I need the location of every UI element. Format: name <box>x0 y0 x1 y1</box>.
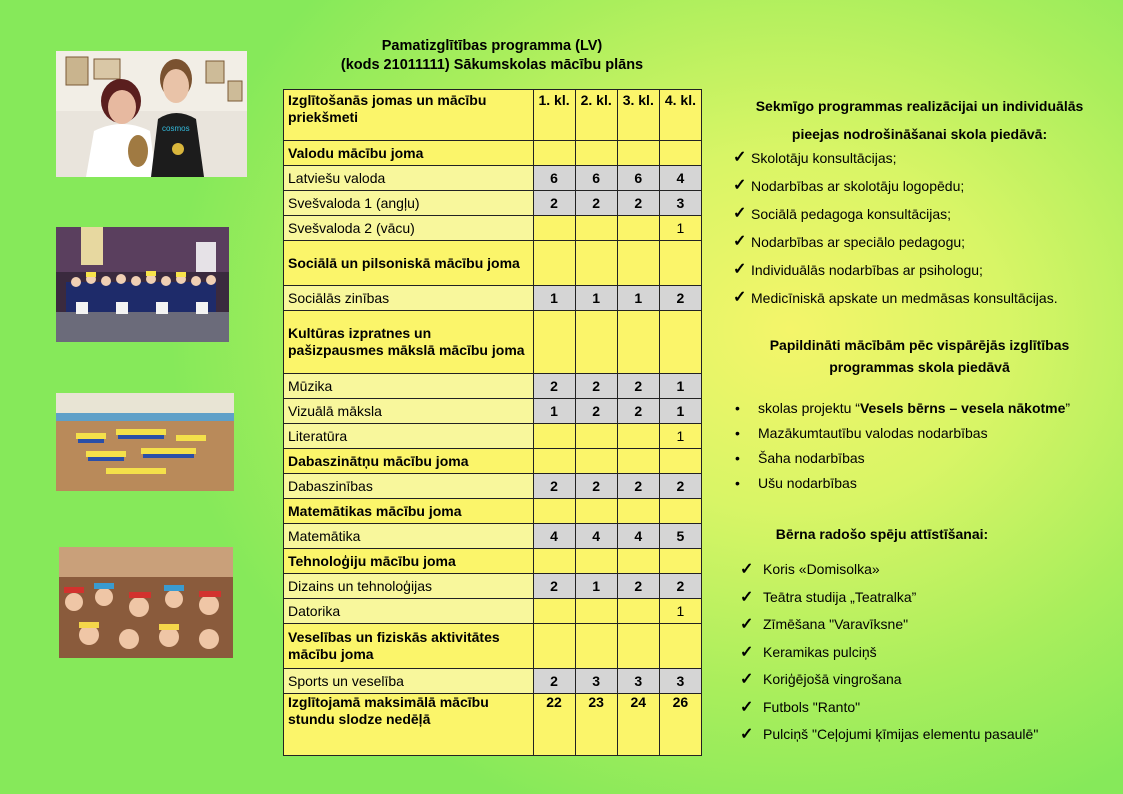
check-icon: ✓ <box>740 561 754 578</box>
area-row <box>284 449 702 474</box>
subject-label: Dizains un tehnoloģijas <box>284 574 534 599</box>
svg-text:cosmos: cosmos <box>162 124 190 133</box>
area-label: Kultūras izpratnes un pašizpausmes mākslā mācību joma <box>284 311 534 374</box>
hours-cell-grade-2 <box>575 424 617 449</box>
list-item-text: Ušu nodarbības <box>758 475 857 491</box>
list-item <box>733 471 1070 496</box>
hours-cell-grade-3 <box>617 599 659 624</box>
title-line-2: (kods 21011111) Sākumskolas mācību plāns <box>340 57 644 73</box>
list-item-text: Skolotāju konsultācijas; <box>751 150 897 166</box>
bullet-icon: • <box>735 450 740 466</box>
hours-cell-grade-2 <box>575 499 617 524</box>
header-grade-2: 2. kl. <box>575 90 617 141</box>
list-item-text: Zīmēšana "Varavīksne" <box>763 616 909 632</box>
hours-cell-grade-2: 2 <box>575 399 617 424</box>
list-item <box>740 694 1038 722</box>
area-row <box>284 311 702 374</box>
check-icon: ✓ <box>740 726 754 743</box>
hours-cell-grade-4 <box>659 499 701 524</box>
check-icon: ✓ <box>733 149 747 166</box>
photo-children-on-stage <box>56 227 229 342</box>
list-item-text: Nodarbības ar speciālo pedagogu; <box>751 234 966 250</box>
list-item <box>740 666 1038 694</box>
subject-label: Vizuālā māksla <box>284 399 534 424</box>
hours-cell-grade-4: 1 <box>659 374 701 399</box>
hours-cell-grade-1: 1 <box>533 286 575 311</box>
hours-cell-grade-4: 2 <box>659 474 701 499</box>
hours-cell-grade-1: 2 <box>533 474 575 499</box>
hours-cell-grade-4: 4 <box>659 166 701 191</box>
hours-cell-grade-4 <box>659 241 701 286</box>
hours-cell-grade-3 <box>617 311 659 374</box>
list-item <box>740 721 1038 749</box>
hours-cell-grade-1 <box>533 241 575 286</box>
page-title <box>284 37 700 75</box>
title-line-1: Pamatizglītības programma (LV) <box>381 38 603 54</box>
support-heading-line-2: pieejas nodrošināšanai skola piedāvā: <box>791 126 1048 142</box>
hours-cell-grade-3: 1 <box>617 286 659 311</box>
check-icon: ✓ <box>733 177 747 194</box>
subject-label: Sports un veselība <box>284 669 534 694</box>
list-item-text: Teātra studija „Teatralka” <box>763 588 917 605</box>
hours-cell-grade-1 <box>533 624 575 669</box>
table-row <box>284 216 702 241</box>
hours-cell-grade-3: 2 <box>617 399 659 424</box>
hours-cell-grade-2 <box>575 624 617 669</box>
hours-cell-grade-2 <box>575 241 617 286</box>
table-row <box>284 599 702 624</box>
hours-cell-grade-1 <box>533 424 575 449</box>
hours-cell-grade-2: 1 <box>575 574 617 599</box>
hours-cell-grade-2 <box>575 311 617 374</box>
area-label: Dabaszinātņu mācību joma <box>284 449 534 474</box>
list-item <box>740 639 1038 667</box>
hours-cell-grade-2: 2 <box>575 374 617 399</box>
subject-label: Mūzika <box>284 374 534 399</box>
subject-label: Svešvaloda 1 (angļu) <box>284 191 534 216</box>
header-grade-1: 1. kl. <box>533 90 575 141</box>
check-icon: ✓ <box>733 205 747 222</box>
total-cell-grade-2: 23 <box>575 694 617 756</box>
table-row <box>284 474 702 499</box>
hours-cell-grade-1 <box>533 216 575 241</box>
list-item <box>740 611 1038 639</box>
hours-cell-grade-3 <box>617 216 659 241</box>
list-item <box>733 396 1070 421</box>
table-row <box>284 524 702 549</box>
curriculum-table <box>283 89 702 756</box>
list-item <box>733 284 1058 312</box>
hours-cell-grade-4: 1 <box>659 599 701 624</box>
hours-cell-grade-4: 2 <box>659 286 701 311</box>
hours-cell-grade-4: 1 <box>659 424 701 449</box>
list-item-text: Pulciņš "Ceļojumi ķīmijas elementu pasaulē" <box>763 726 1039 742</box>
area-label: Matemātikas mācību joma <box>284 499 534 524</box>
hours-cell-grade-2: 1 <box>575 286 617 311</box>
support-heading-line-1: Sekmīgo programmas realizācijai un individuālās <box>755 98 1084 114</box>
extra-heading-line-2: programmas skola piedāvā <box>829 359 1010 375</box>
hours-cell-grade-1: 2 <box>533 669 575 694</box>
bullet-icon: • <box>735 425 740 441</box>
table-row <box>284 166 702 191</box>
table-row <box>284 191 702 216</box>
hours-cell-grade-3 <box>617 499 659 524</box>
area-row <box>284 624 702 669</box>
list-item <box>733 144 1058 172</box>
hours-cell-grade-2 <box>575 549 617 574</box>
extra-heading-line-1: Papildināti mācībām pēc vispārējās izglītības <box>769 337 1070 353</box>
list-item-text: Mazākumtautību valodas nodarbības <box>758 425 988 441</box>
hours-cell-grade-4 <box>659 549 701 574</box>
hours-cell-grade-1: 2 <box>533 574 575 599</box>
hours-cell-grade-4 <box>659 141 701 166</box>
hours-cell-grade-1: 4 <box>533 524 575 549</box>
hours-cell-grade-1 <box>533 449 575 474</box>
hours-cell-grade-3 <box>617 424 659 449</box>
hours-cell-grade-3: 4 <box>617 524 659 549</box>
check-icon: ✓ <box>733 289 747 306</box>
hours-cell-grade-1: 1 <box>533 399 575 424</box>
list-item <box>733 256 1058 284</box>
hours-cell-grade-2 <box>575 141 617 166</box>
check-icon: ✓ <box>740 616 754 633</box>
subject-label: Literatūra <box>284 424 534 449</box>
hours-cell-grade-2 <box>575 449 617 474</box>
hours-cell-grade-3: 2 <box>617 474 659 499</box>
check-icon: ✓ <box>740 698 754 716</box>
creative-heading: Bērna radošo spēju attīstīšanai: <box>775 526 989 542</box>
subject-label: Datorika <box>284 599 534 624</box>
list-item-text: Koriģējošā vingrošana <box>763 671 902 687</box>
check-icon: ✓ <box>740 643 754 661</box>
hours-cell-grade-1 <box>533 141 575 166</box>
list-item <box>740 556 1038 584</box>
hours-cell-grade-1: 6 <box>533 166 575 191</box>
hours-cell-grade-4: 5 <box>659 524 701 549</box>
total-cell-grade-3: 24 <box>617 694 659 756</box>
list-item <box>733 200 1058 228</box>
subject-label: Latviešu valoda <box>284 166 534 191</box>
subject-label: Matemātika <box>284 524 534 549</box>
list-item-text: Šaha nodarbības <box>758 450 865 466</box>
subject-label: Dabaszinības <box>284 474 534 499</box>
hours-cell-grade-4: 3 <box>659 191 701 216</box>
total-label: Izglītojamā maksimālā mācību stundu slodze nedēļā <box>284 694 534 756</box>
project-prefix: skolas projektu “ <box>758 400 860 416</box>
hours-cell-grade-4: 1 <box>659 216 701 241</box>
area-row <box>284 549 702 574</box>
hours-cell-grade-4 <box>659 449 701 474</box>
creative-list <box>740 556 1038 749</box>
check-icon: ✓ <box>740 671 754 688</box>
support-heading <box>727 92 1112 148</box>
project-name: Vesels bērns – vesela nākotme <box>859 400 1066 416</box>
hours-cell-grade-1 <box>533 549 575 574</box>
hours-cell-grade-4 <box>659 311 701 374</box>
hours-cell-grade-3 <box>617 141 659 166</box>
total-row <box>284 694 702 756</box>
hours-cell-grade-2: 3 <box>575 669 617 694</box>
hours-cell-grade-1 <box>533 499 575 524</box>
hours-cell-grade-2 <box>575 599 617 624</box>
list-item <box>733 446 1070 471</box>
area-label: Valodu mācību joma <box>284 141 534 166</box>
hours-cell-grade-4: 2 <box>659 574 701 599</box>
check-icon: ✓ <box>740 588 754 606</box>
area-row <box>284 499 702 524</box>
list-item <box>733 421 1070 446</box>
area-row <box>284 141 702 166</box>
total-cell-grade-1: 22 <box>533 694 575 756</box>
table-row <box>284 399 702 424</box>
header-grade-3: 3. kl. <box>617 90 659 141</box>
hours-cell-grade-2: 2 <box>575 191 617 216</box>
hours-cell-grade-3 <box>617 449 659 474</box>
hours-cell-grade-1 <box>533 311 575 374</box>
table-header-row <box>284 90 702 141</box>
hours-cell-grade-1 <box>533 599 575 624</box>
header-grade-4: 4. kl. <box>659 90 701 141</box>
check-icon: ✓ <box>733 261 747 278</box>
check-icon: ✓ <box>733 233 747 250</box>
hours-cell-grade-3 <box>617 241 659 286</box>
total-cell-grade-4: 26 <box>659 694 701 756</box>
hours-cell-grade-3: 2 <box>617 574 659 599</box>
list-item-text: Nodarbības ar skolotāju logopēdu; <box>751 178 965 194</box>
list-item-text: Sociālā pedagoga konsultācijas; <box>751 206 952 222</box>
table-row <box>284 374 702 399</box>
list-item-text: Individuālās nodarbības ar psihologu; <box>751 262 983 278</box>
hours-cell-grade-2: 2 <box>575 474 617 499</box>
hours-cell-grade-3: 2 <box>617 191 659 216</box>
bullet-icon: • <box>735 400 740 416</box>
hours-cell-grade-4 <box>659 624 701 669</box>
list-item <box>733 228 1058 256</box>
list-item-text: Keramikas pulciņš <box>763 643 877 660</box>
area-label: Veselības un fiziskās aktivitātes mācību joma <box>284 624 534 669</box>
area-label: Sociālā un pilsoniskā mācību joma <box>284 241 534 286</box>
list-item <box>740 584 1038 612</box>
photo-sports-hall <box>56 393 234 491</box>
list-item <box>733 172 1058 200</box>
header-subject: Izglītošanās jomas un mācību priekšmeti <box>284 90 534 141</box>
hours-cell-grade-3 <box>617 549 659 574</box>
bullet-icon: • <box>735 475 740 491</box>
list-item-text: Koris «Domisolka» <box>763 561 880 577</box>
list-item-text: Medicīniskā apskate un medmāsas konsultācijas. <box>751 290 1058 306</box>
hours-cell-grade-2: 4 <box>575 524 617 549</box>
extra-list <box>733 396 1070 496</box>
hours-cell-grade-2 <box>575 216 617 241</box>
table-row <box>284 424 702 449</box>
area-label: Tehnoloģiju mācību joma <box>284 549 534 574</box>
hours-cell-grade-1: 2 <box>533 191 575 216</box>
extra-heading <box>727 334 1112 378</box>
photo-children-costumes <box>59 547 233 658</box>
table-row <box>284 669 702 694</box>
subject-label: Sociālās zinības <box>284 286 534 311</box>
hours-cell-grade-4: 1 <box>659 399 701 424</box>
hours-cell-grade-3: 3 <box>617 669 659 694</box>
list-item-text: Futbols "Ranto" <box>763 698 861 715</box>
area-row <box>284 241 702 286</box>
subject-label: Svešvaloda 2 (vācu) <box>284 216 534 241</box>
photo-teacher-and-student <box>56 51 247 177</box>
hours-cell-grade-4: 3 <box>659 669 701 694</box>
hours-cell-grade-2: 6 <box>575 166 617 191</box>
hours-cell-grade-3: 2 <box>617 374 659 399</box>
hours-cell-grade-1: 2 <box>533 374 575 399</box>
hours-cell-grade-3: 6 <box>617 166 659 191</box>
support-list <box>733 144 1058 312</box>
hours-cell-grade-3 <box>617 624 659 669</box>
table-row <box>284 286 702 311</box>
project-suffix: ” <box>1065 400 1071 416</box>
table-row <box>284 574 702 599</box>
